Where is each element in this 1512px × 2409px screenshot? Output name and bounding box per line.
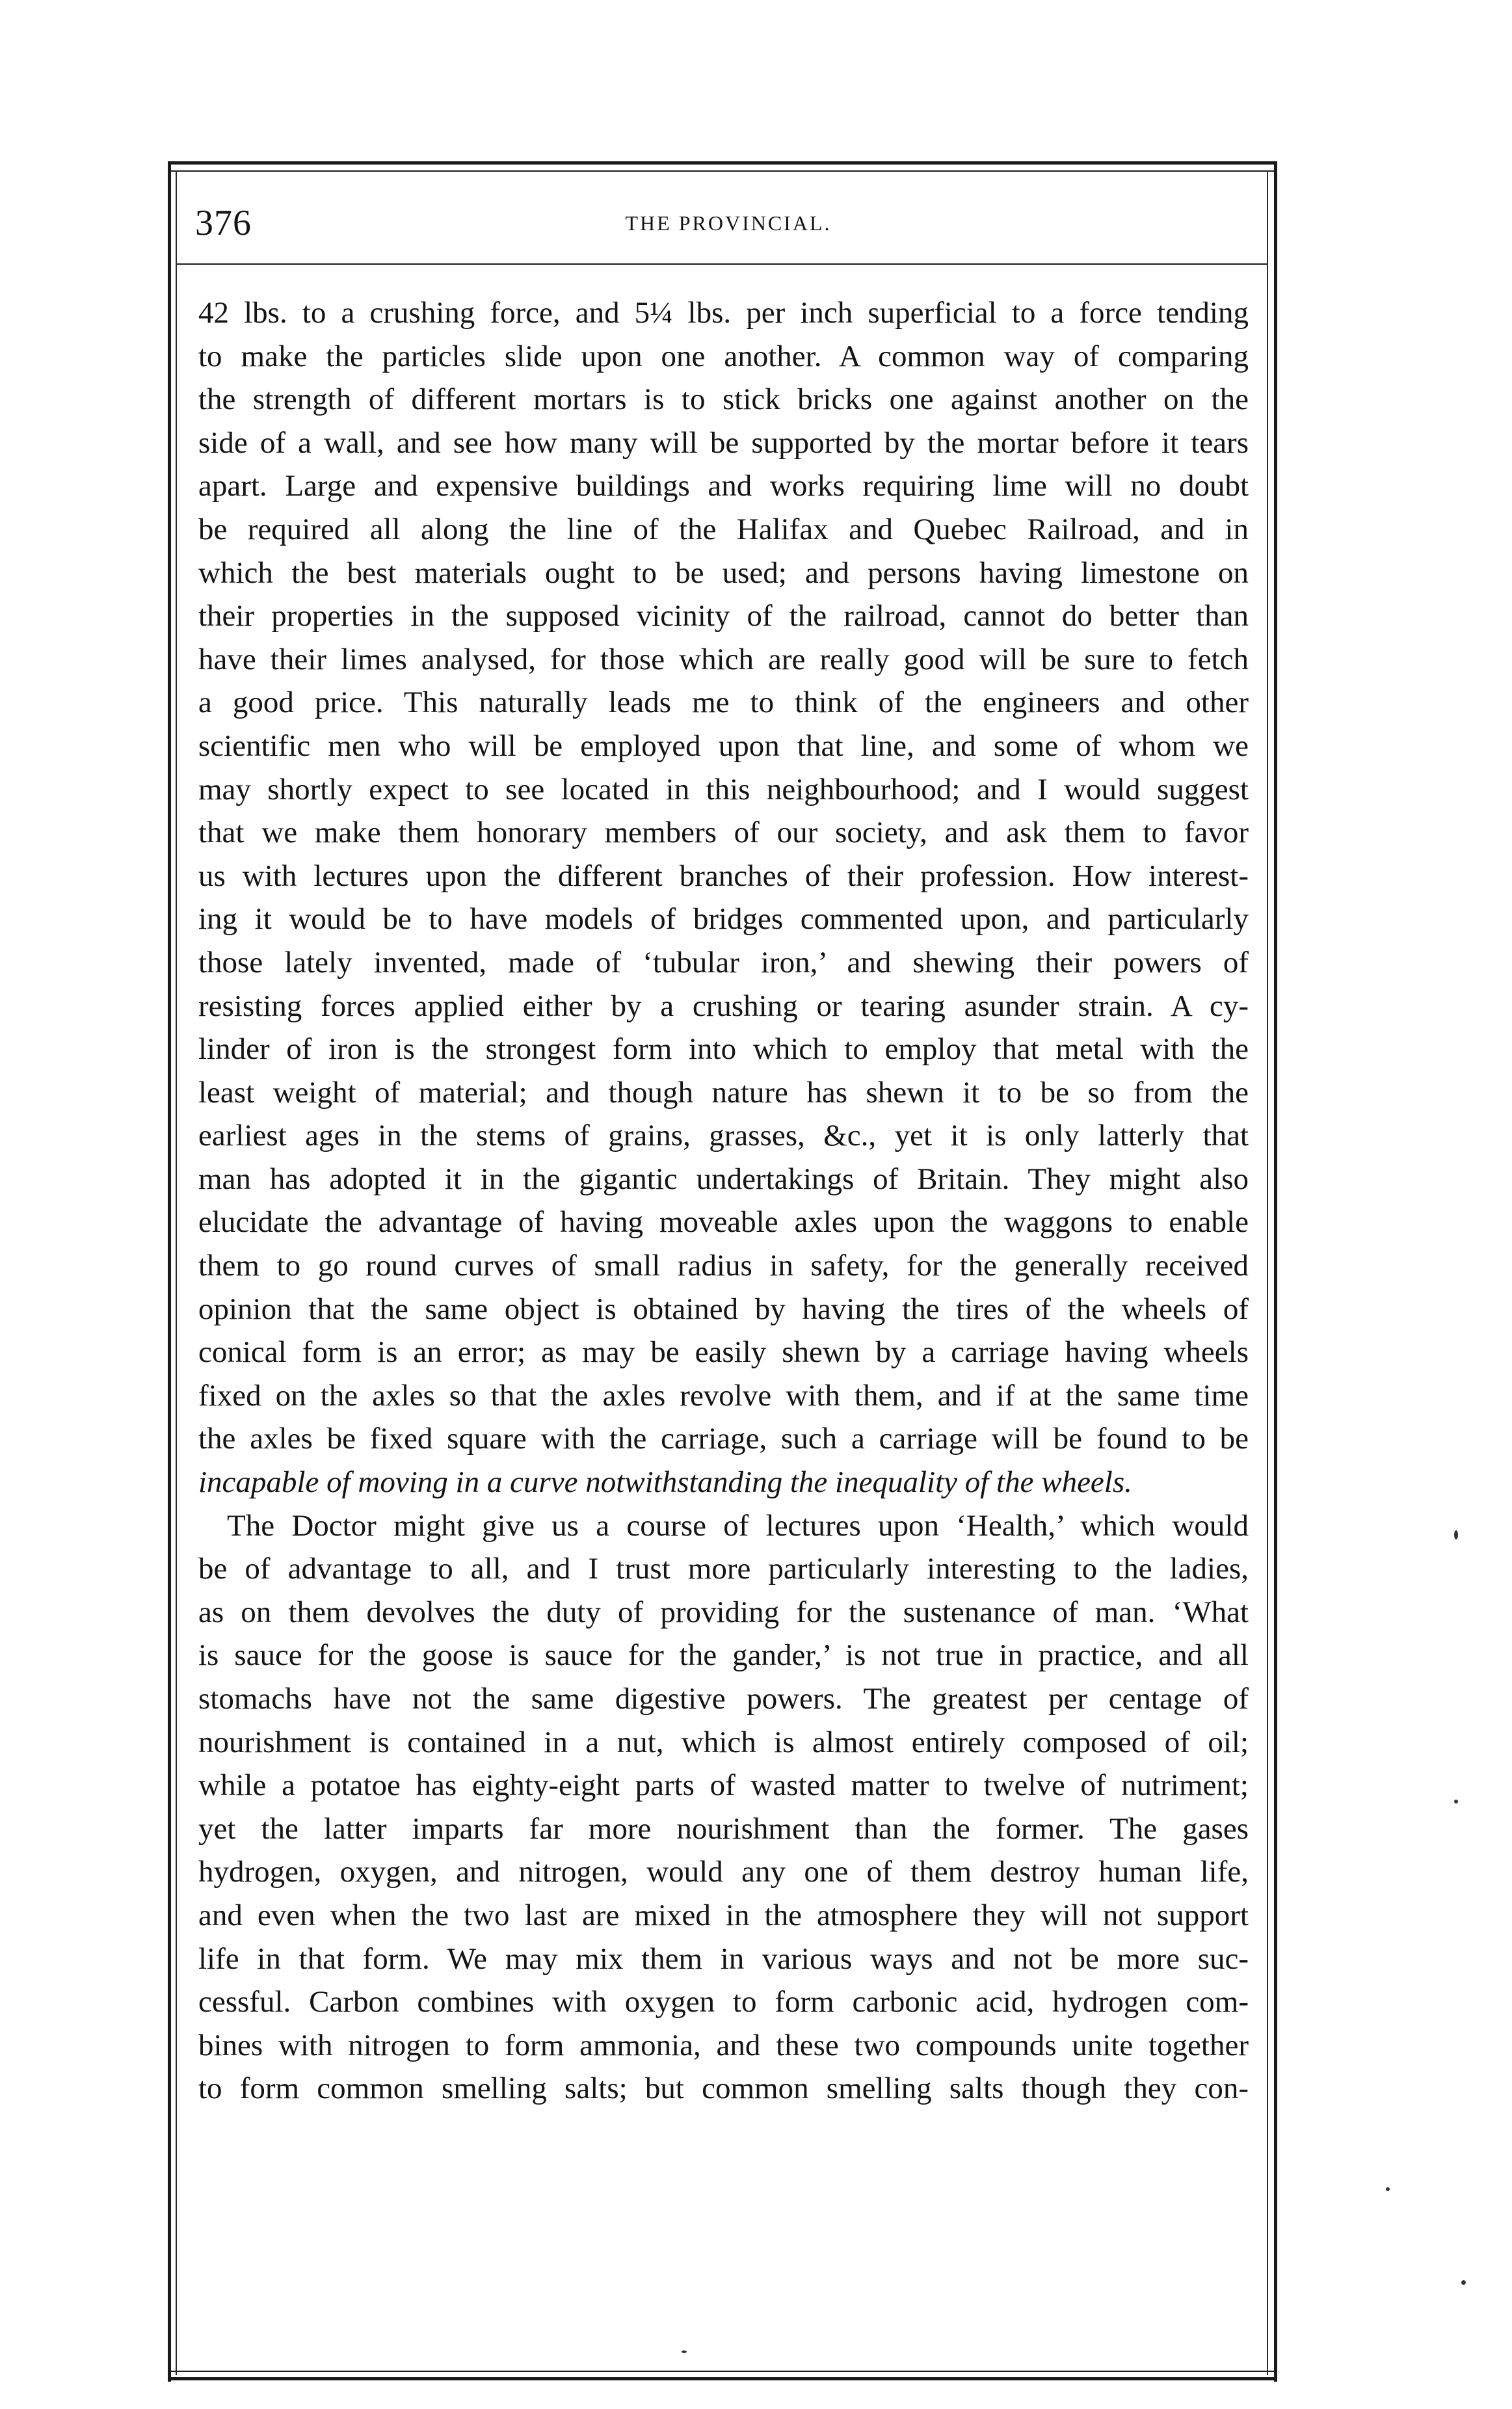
scan-speck [1386, 2187, 1390, 2191]
text-line: yet the latter imparts far more nourishment than the former. The gases [198, 1811, 1249, 1846]
text-line: stomachs have not the same digestive powers. The greatest per centage of [198, 1682, 1249, 1716]
text-line: earliest ages in the stems of grains, grasses, &c., yet it is only latterly that [198, 1119, 1249, 1153]
text-line: ing it would be to have models of bridges commented upon, and particularly [198, 902, 1249, 937]
text-line: to form common smelling salts; but common smelling salts though they con- [198, 2071, 1249, 2106]
text-line: have their limes analysed, for those which are really good will be sure to fetch [198, 642, 1249, 676]
text-line: is sauce for the goose is sauce for the gander,’ is not true in practice, and all [198, 1638, 1249, 1673]
text-line: man has adopted it in the gigantic undertakings of Britain. They might also [198, 1162, 1249, 1196]
text-line: conical form is an error; as may be easily shewn by a carriage having wheels [198, 1335, 1249, 1370]
scan-speck [1454, 1800, 1458, 1803]
text-line: them to go round curves of small radius in safety, for the generally received [198, 1249, 1249, 1283]
text-line: to make the particles slide upon one another. A common way of comparing [198, 339, 1249, 373]
text-line: the strength of different mortars is to stick bricks one against another on the [198, 382, 1249, 417]
text-line: life in that form. We may mix them in various ways and not be more suc- [198, 1941, 1249, 1976]
text-line: be required all along the line of the Halifax and Quebec Railroad, and in [198, 512, 1249, 546]
text-line: scientific men who will be employed upon that line, and some of whom we [198, 728, 1249, 763]
text-line: nourishment is contained in a nut, which is almost entirely composed of oil; [198, 1725, 1249, 1759]
text-line: those lately invented, made of ‘tubular iron,’ and shewing their powers of [198, 945, 1249, 979]
text-line: 42 lbs. to a crushing force, and 5¼ lbs. per inch superficial to a force tending [198, 296, 1249, 330]
text-line: side of a wall, and see how many will be supported by the mortar before it tears [198, 425, 1249, 460]
text-line: us with lectures upon the different branches of their profession. How interest- [198, 858, 1249, 893]
text-line: which the best materials ought to be used; and persons having limestone on [198, 555, 1249, 590]
text-line: a good price. This naturally leads me to think of the engineers and other [198, 685, 1249, 720]
text-line: elucidate the advantage of having moveable axles upon the waggons to enable [198, 1205, 1249, 1240]
text-line: resisting forces applied either by a crushing or tearing asunder strain. A cy- [198, 989, 1249, 1023]
text-line: their properties in the supposed vicinity of the railroad, cannot do better than [198, 599, 1249, 633]
text-line: opinion that the same object is obtained by having the tires of the wheels of [198, 1292, 1249, 1326]
text-line: The Doctor might give us a course of lectures upon ‘Health,’ which would [227, 1508, 1249, 1543]
running-head: THE PROVINCIAL. [625, 211, 832, 235]
text-line: and even when the two last are mixed in the atmosphere they will not support [198, 1898, 1249, 1932]
text-line: be of advantage to all, and I trust more particularly interesting to the ladies, [198, 1552, 1249, 1586]
text-line: while a potatoe has eighty-eight parts of wasted matter to twelve of nutriment; [198, 1768, 1249, 1803]
scan-speck [1461, 2280, 1466, 2285]
scan-speck [682, 2350, 687, 2353]
text-line: least weight of material; and though nature has shewn it to be so from the [198, 1075, 1249, 1110]
text-line: as on them devolves the duty of providing for the sustenance of man. ‘What [198, 1595, 1249, 1629]
page-header [195, 194, 1262, 252]
text-line: incapable of moving in a curve notwithstanding the inequality of the wheels. [198, 1465, 1132, 1500]
text-line: may shortly expect to see located in this neighbourhood; and I would suggest [198, 772, 1249, 806]
text-line: that we make them honorary members of our society, and ask them to favor [198, 816, 1249, 850]
bottom-rule-thin [168, 2371, 1277, 2372]
text-line: linder of iron is the strongest form into which to employ that metal with the [198, 1032, 1249, 1067]
text-line: the axles be fixed square with the carriage, such a carriage will be found to be [198, 1422, 1249, 1456]
header-rule [177, 263, 1267, 265]
bottom-rule-thick [168, 2377, 1277, 2380]
page-number: 376 [195, 203, 252, 243]
scan-speck [1454, 1530, 1458, 1539]
text-line: fixed on the axles so that the axles revolve with them, and if at the same time [198, 1378, 1249, 1413]
text-line: apart. Large and expensive buildings and works requiring lime will no doubt [198, 469, 1249, 503]
text-line: bines with nitrogen to form ammonia, and these two compounds unite together [198, 2028, 1249, 2062]
text-line: hydrogen, oxygen, and nitrogen, would any one of them destroy human life, [198, 1855, 1249, 1889]
text-line: cessful. Carbon combines with oxygen to form carbonic acid, hydrogen com- [198, 1985, 1249, 2019]
body-text [198, 291, 1249, 2110]
